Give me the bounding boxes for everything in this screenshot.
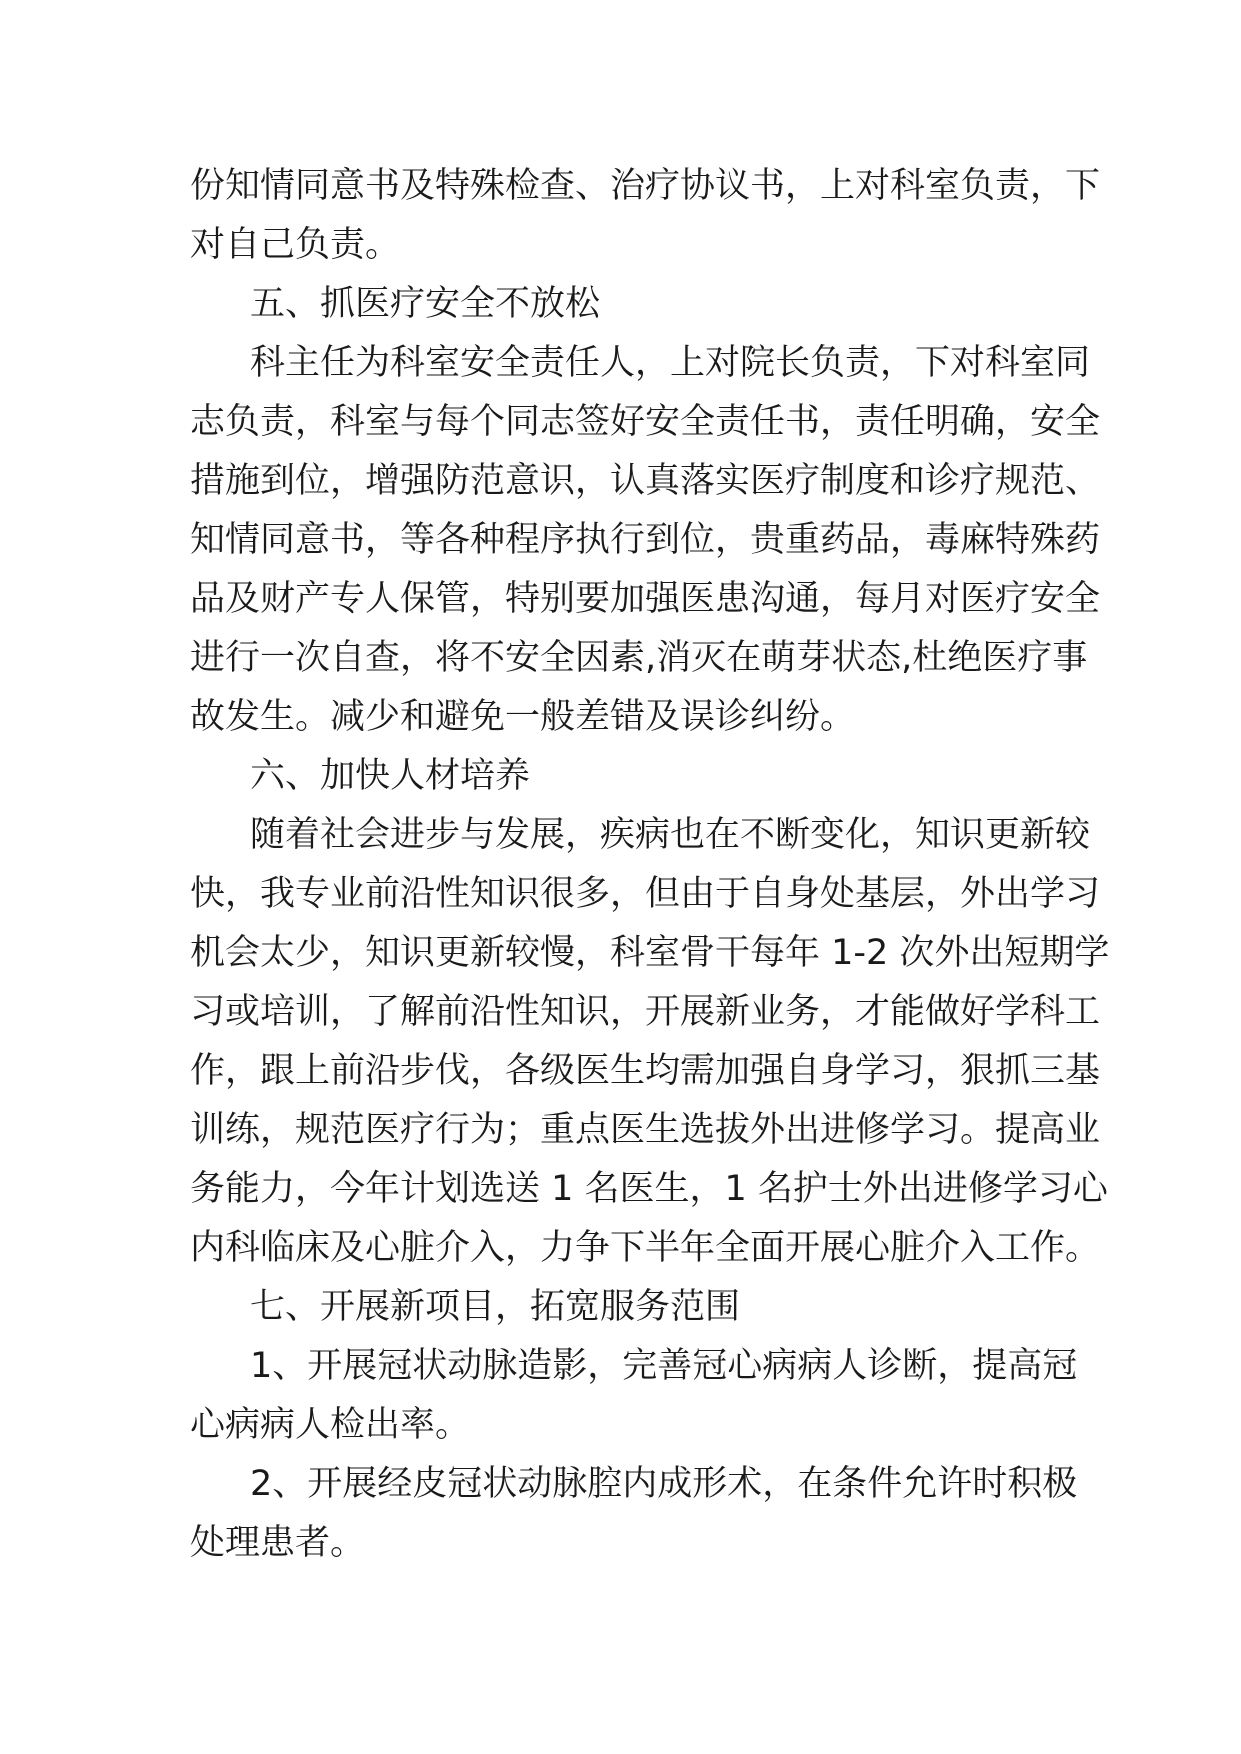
list-item-text: 1、开展冠状动脉造影，完善冠心病病人诊断，提高冠 (250, 1346, 1078, 1386)
body-text-line: 对自己负责。 (190, 225, 401, 265)
body-text-line: 知情同意书，等各种程序执行到位，贵重药品，毒麻特殊药 (190, 520, 1101, 560)
body-text-line: 进行一次自查，将不安全因素,消灭在萌芽状态,杜绝医疗事 (190, 638, 1088, 678)
body-text-line: 机会太少，知识更新较慢，科室骨干每年 1-2 次外出短期学 (190, 933, 1110, 973)
body-text-line: 品及财产专人保管，特别要加强医患沟通，每月对医疗安全 (190, 579, 1101, 619)
body-text-line: 科主任为科室安全责任人，上对院长负责，下对科室同 (250, 343, 1091, 383)
body-text-line: 快，我专业前沿性知识很多，但由于自身处基层，外出学习 (190, 874, 1101, 914)
list-item-text: 处理患者。 (190, 1523, 366, 1563)
section-heading: 五、抓医疗安全不放松 (250, 284, 601, 324)
list-item-text: 2、开展经皮冠状动脉腔内成形术，在条件允许时积极 (250, 1464, 1078, 1504)
body-text-line: 内科临床及心脏介入，力争下半年全面开展心脏介入工作。 (190, 1228, 1101, 1268)
body-text-line: 随着社会进步与发展，疾病也在不断变化，知识更新较 (250, 815, 1091, 855)
body-text-line: 务能力，今年计划选送 1 名医生，1 名护士外出进修学习心 (190, 1169, 1108, 1209)
body-text-line: 作，跟上前沿步伐，各级医生均需加强自身学习，狠抓三基 (190, 1051, 1101, 1091)
body-text-line: 习或培训，了解前沿性知识，开展新业务，才能做好学科工 (190, 992, 1101, 1032)
list-item-text: 心病病人检出率。 (190, 1405, 471, 1445)
section-heading: 六、加快人材培养 (250, 756, 531, 796)
body-text-line: 故发生。减少和避免一般差错及误诊纠纷。 (190, 697, 856, 737)
body-text-line: 份知情同意书及特殊检查、治疗协议书，上对科室负责，下 (190, 166, 1101, 206)
section-heading: 七、开展新项目，拓宽服务范围 (250, 1287, 741, 1327)
body-text-line: 志负责，科室与每个同志签好安全责任书，责任明确，安全 (190, 402, 1101, 442)
body-text-line: 训练，规范医疗行为；重点医生选拔外出进修学习。提高业 (190, 1110, 1101, 1150)
body-text-line: 措施到位，增强防范意识，认真落实医疗制度和诊疗规范、 (190, 461, 1101, 501)
